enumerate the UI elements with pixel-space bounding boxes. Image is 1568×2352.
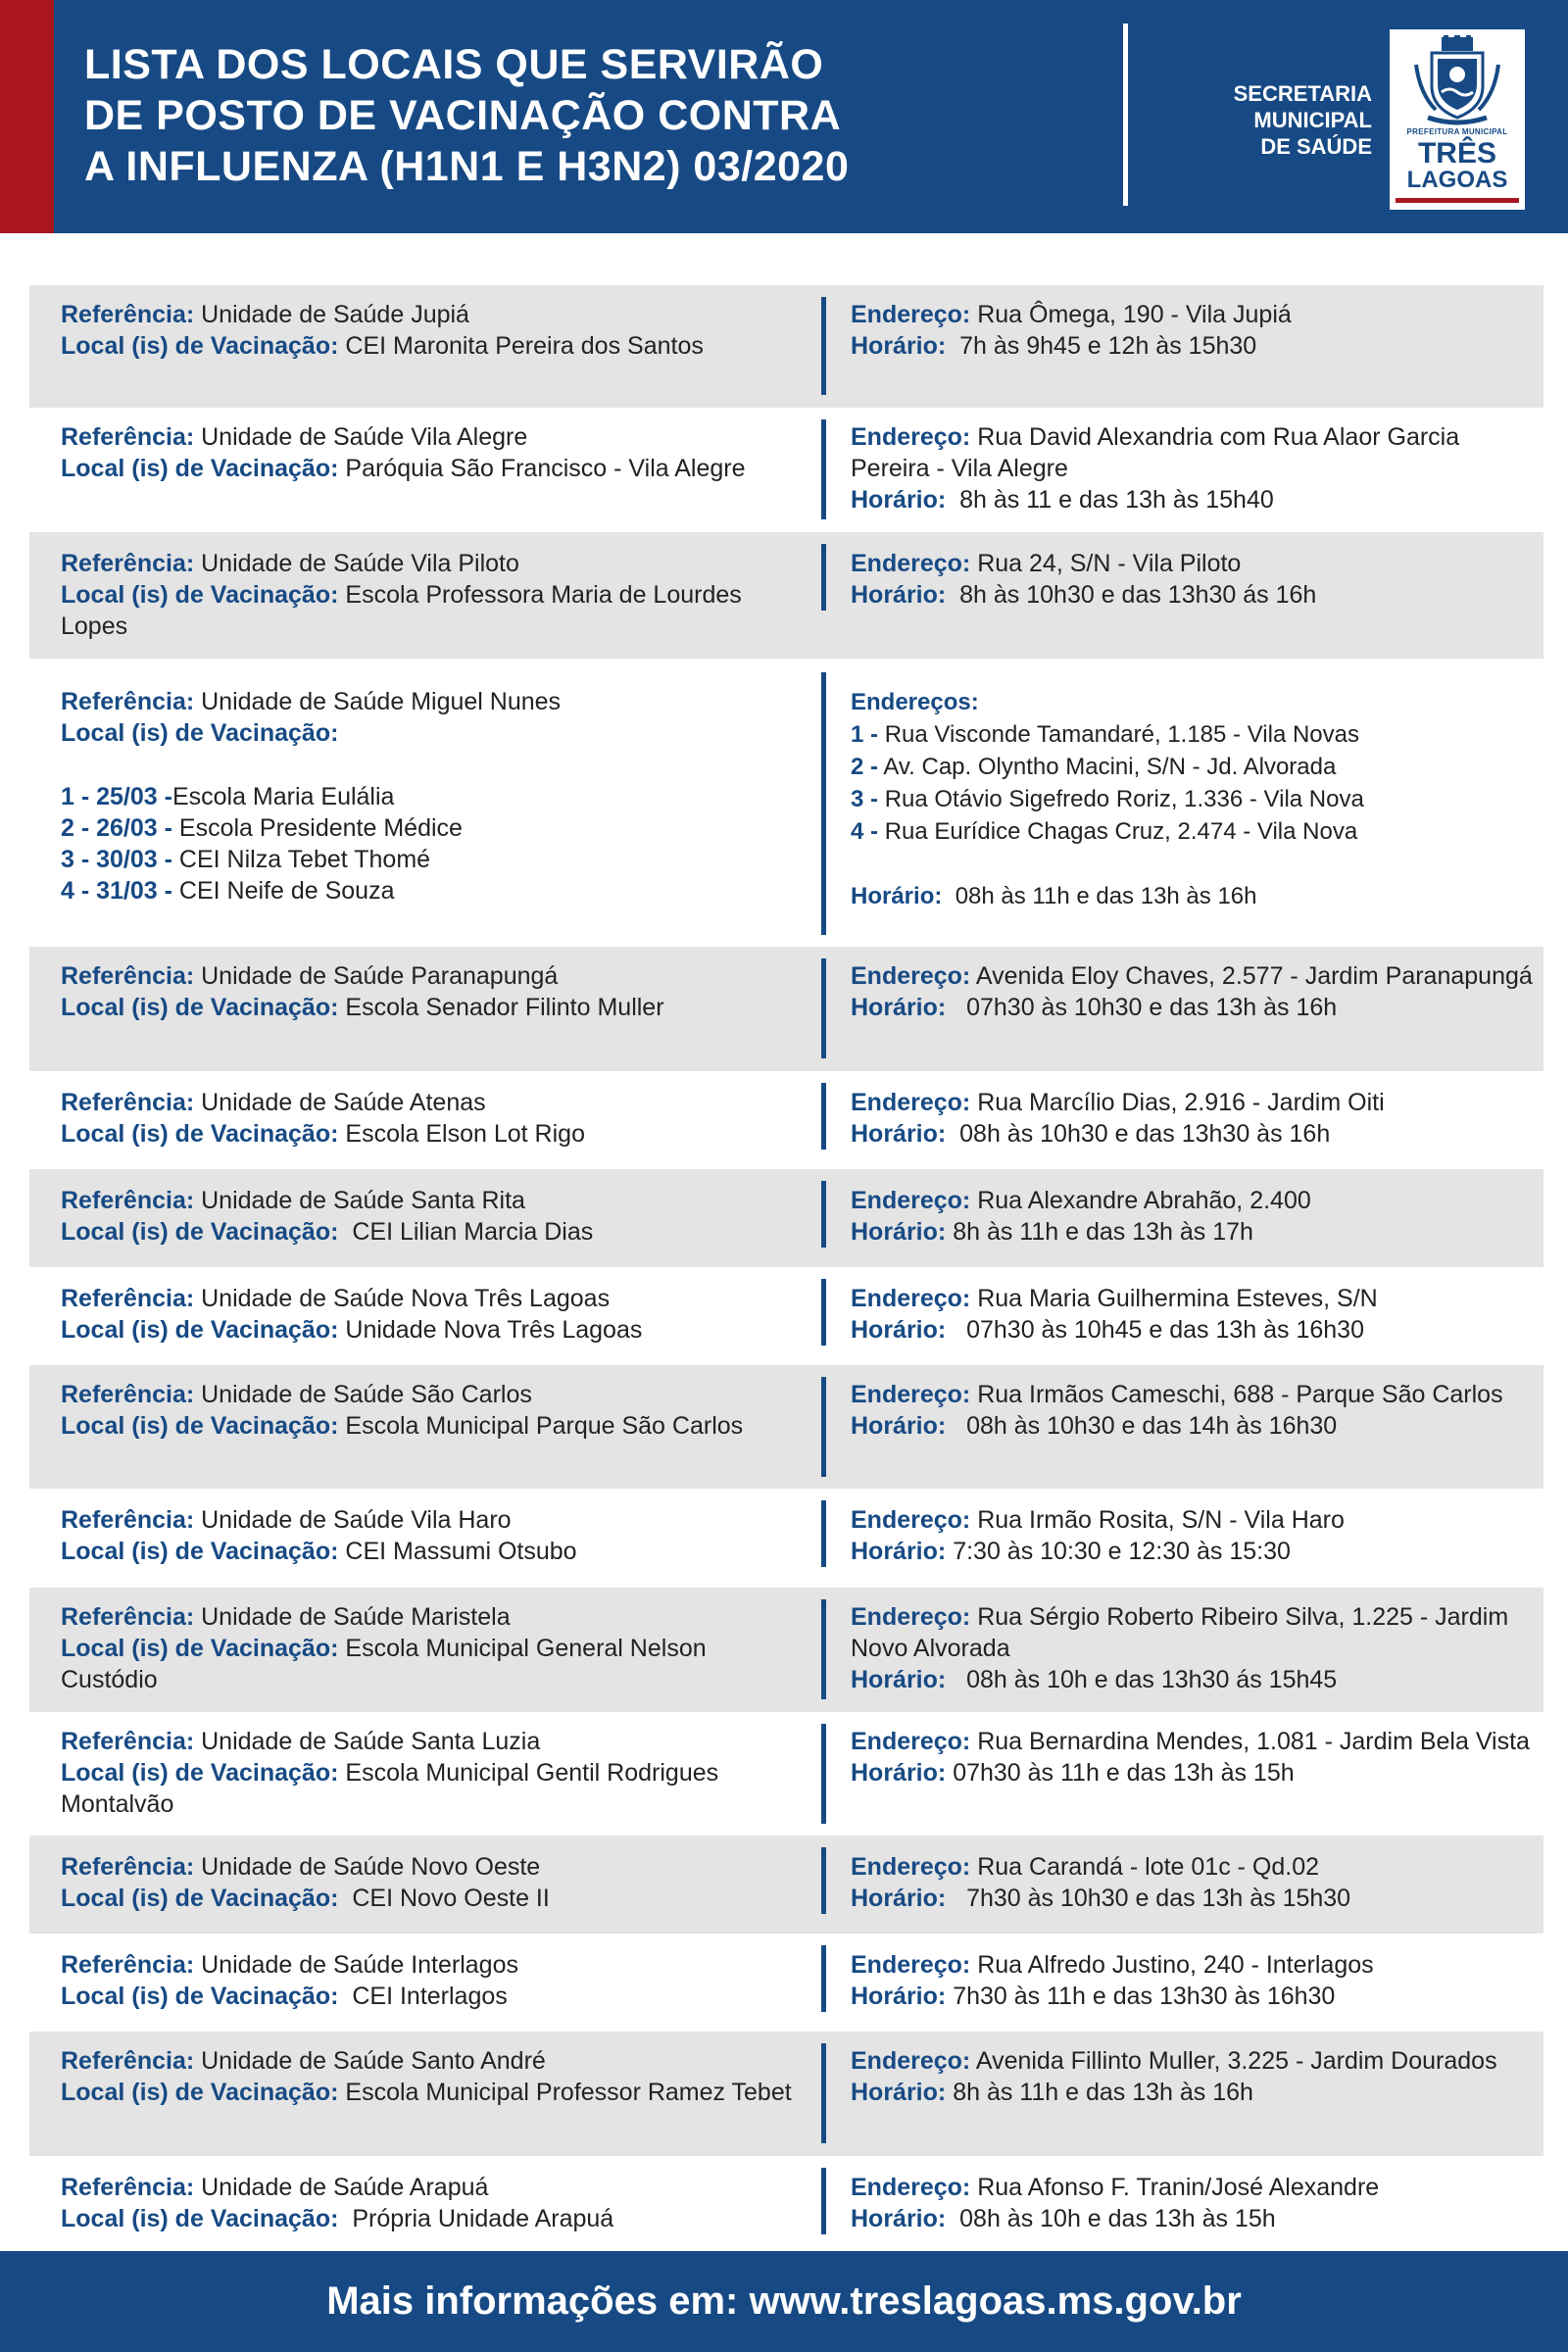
referencia-label: Referência: — [61, 688, 195, 715]
column-divider — [821, 1083, 826, 1150]
referencia-value: Unidade de Saúde Vila Alegre — [201, 423, 528, 451]
local-label: Local (is) de Vacinação: — [61, 1885, 339, 1912]
column-divider — [821, 2043, 826, 2143]
horario-value: 08h às 10h30 e das 14h às 16h30 — [966, 1412, 1338, 1440]
endereco-label: Endereço: — [851, 1506, 971, 1534]
local-value: Escola Elson Lot Rigo — [345, 1120, 585, 1148]
local-value: Paróquia São Francisco - Vila Alegre — [345, 455, 746, 482]
endereco-value: Rua Alexandre Abrahão, 2.400 — [977, 1187, 1311, 1214]
endereco-value: Rua Alfredo Justino, 240 - Interlagos — [977, 1951, 1374, 1979]
local-item-name: Escola Presidente Médice — [178, 814, 463, 842]
endereco-item-number: 3 - — [851, 786, 879, 812]
endereco-value: Rua Irmãos Cameschi, 688 - Parque São Carlos — [977, 1381, 1503, 1408]
referencia-label: Referência: — [61, 1285, 195, 1312]
local-item — [61, 812, 806, 844]
column-divider — [821, 1724, 826, 1824]
horario-label: Horário: — [851, 883, 943, 909]
endereco-label: Endereço: — [851, 2174, 971, 2201]
endereco-item-address: Av. Cap. Olyntho Macini, S/N - Jd. Alvorada — [883, 754, 1337, 780]
horario-value: 08h às 10h30 e das 13h30 às 16h — [959, 1120, 1331, 1148]
city-logo — [1390, 29, 1525, 210]
list-item — [29, 1267, 1544, 1365]
horario-value: 8h às 11h e das 13h às 16h — [953, 2079, 1253, 2106]
column-divider — [821, 2168, 826, 2234]
column-divider — [821, 419, 826, 519]
horario-line — [851, 880, 1537, 912]
coat-of-arms-icon — [1414, 35, 1500, 125]
endereco-value: Rua Ômega, 190 - Vila Jupiá — [977, 301, 1292, 328]
footer-info: Mais informações em: www.treslagoas.ms.gov.br — [0, 2251, 1568, 2352]
horario-label: Horário: — [851, 1885, 947, 1912]
list-item — [29, 2156, 1544, 2249]
column-divider — [821, 1500, 826, 1567]
endereco-value: Rua David Alexandria com Rua Alaor Garcia Pereira - Vila Alegre — [851, 423, 1460, 482]
endereco-label: Endereço: — [851, 1853, 971, 1881]
local-value: Escola Senador Filinto Muller — [345, 994, 664, 1021]
local-label: Local (is) de Vacinação: — [61, 994, 339, 1021]
referencia-label: Referência: — [61, 550, 195, 577]
endereco-label: Endereço: — [851, 1187, 971, 1214]
horario-label: Horário: — [851, 2205, 947, 2232]
column-divider — [821, 544, 826, 611]
local-label: Local (is) de Vacinação: — [61, 1316, 339, 1344]
list-item — [29, 1489, 1544, 1588]
horario-label: Horário: — [851, 1412, 947, 1440]
local-label: Local (is) de Vacinação: — [61, 1635, 339, 1662]
local-item-name: Escola Maria Eulália — [172, 783, 395, 810]
endereco-value: Rua Bernardina Mendes, 1.081 - Jardim Bela Vista — [977, 1728, 1530, 1755]
column-divider — [821, 1181, 826, 1248]
spacer — [61, 749, 806, 781]
endereco-item — [851, 783, 1537, 815]
local-label: Local (is) de Vacinação: — [61, 1538, 339, 1565]
horario-value: 8h às 11 e das 13h às 15h40 — [959, 486, 1274, 514]
referencia-value: Unidade de Saúde Novo Oeste — [201, 1853, 541, 1881]
list-item — [29, 1588, 1544, 1712]
horario-value: 7h30 às 10h30 e das 13h às 15h30 — [966, 1885, 1351, 1912]
title-line: A INFLUENZA (H1N1 E H3N2) 03/2020 — [84, 143, 850, 190]
local-value: CEI Lilian Marcia Dias — [352, 1218, 594, 1246]
horario-value: 7h às 9h45 e 12h às 15h30 — [959, 332, 1257, 360]
horario-label: Horário: — [851, 1120, 947, 1148]
endereco-value: Rua Sérgio Roberto Ribeiro Silva, 1.225 - Jardim Novo Alvorada — [851, 1603, 1509, 1662]
endereco-value: Rua Afonso F. Tranin/José Alexandre — [977, 2174, 1380, 2201]
secretaria-line: DE SAÚDE — [1260, 134, 1372, 159]
horario-value: 7:30 às 10:30 e 12:30 às 15:30 — [953, 1538, 1291, 1565]
local-value: Escola Municipal General Nelson Custódio — [61, 1635, 707, 1693]
endereco-value: Avenida Fillinto Muller, 3.225 - Jardim Dourados — [975, 2047, 1497, 2075]
logo-red-line — [1396, 198, 1519, 203]
column-divider — [821, 1599, 826, 1699]
secretaria-label — [1156, 80, 1372, 160]
referencia-value: Unidade de Saúde Paranapungá — [201, 962, 559, 990]
horario-label: Horário: — [851, 332, 947, 360]
horario-value: 08h às 10h e das 13h às 15h — [959, 2205, 1276, 2232]
local-label: Local (is) de Vacinação: — [61, 1218, 339, 1246]
list-item — [29, 532, 1544, 659]
horario-value: 07h30 às 10h30 e das 13h às 16h — [966, 994, 1338, 1021]
endereco-label: Endereço: — [851, 1603, 971, 1631]
horario-value: 8h às 10h30 e das 13h30 ás 16h — [959, 581, 1317, 609]
referencia-label: Referência: — [61, 1187, 195, 1214]
spacer — [851, 848, 1537, 880]
column-divider — [821, 672, 826, 935]
horario-label: Horário: — [851, 486, 947, 514]
red-accent-strip — [0, 0, 54, 233]
local-value: CEI Interlagos — [352, 1983, 508, 2010]
horario-label: Horário: — [851, 994, 947, 1021]
list-item — [29, 1836, 1544, 1934]
page-title — [84, 39, 1064, 192]
endereco-value: Rua Maria Guilhermina Esteves, S/N — [977, 1285, 1378, 1312]
horario-label: Horário: — [851, 2079, 947, 2106]
column-divider — [821, 1279, 826, 1346]
horario-value: 07h30 às 10h45 e das 13h às 16h30 — [966, 1316, 1364, 1344]
list-item — [29, 1934, 1544, 2032]
endereco-value: Rua Marcílio Dias, 2.916 - Jardim Oiti — [977, 1089, 1385, 1116]
header-divider — [1123, 24, 1128, 206]
endereco-label: Endereço: — [851, 1951, 971, 1979]
horario-label: Horário: — [851, 581, 947, 609]
endereco-label: Endereço: — [851, 962, 971, 990]
horario-label: Horário: — [851, 1983, 947, 2010]
local-item-number: 1 - 25/03 - — [61, 783, 172, 810]
endereco-label: Endereço: — [851, 550, 971, 577]
referencia-label: Referência: — [61, 1089, 195, 1116]
endereco-item — [851, 815, 1537, 848]
local-value: CEI Maronita Pereira dos Santos — [345, 332, 704, 360]
local-value: Escola Professora Maria de Lourdes Lopes — [61, 581, 742, 640]
referencia-label: Referência: — [61, 2047, 195, 2075]
referencia-value: Unidade de Saúde São Carlos — [201, 1381, 532, 1408]
referencia-value: Unidade de Saúde Atenas — [201, 1089, 486, 1116]
local-item-name: CEI Neife de Souza — [178, 877, 395, 905]
local-label: Local (is) de Vacinação: — [61, 1120, 339, 1148]
column-divider — [821, 958, 826, 1058]
page-header — [0, 0, 1568, 233]
referencia-label: Referência: — [61, 2174, 195, 2201]
referencia-value: Unidade de Saúde Santa Luzia — [201, 1728, 541, 1755]
title-line: DE POSTO DE VACINAÇÃO CONTRA — [84, 92, 842, 139]
list-item — [29, 285, 1544, 408]
endereco-label: Endereço: — [851, 1089, 971, 1116]
horario-value: 07h30 às 11h e das 13h às 15h — [953, 1759, 1295, 1787]
referencia-value: Unidade de Saúde Santa Rita — [201, 1187, 525, 1214]
horario-label: Horário: — [851, 1759, 947, 1787]
local-value: Escola Municipal Parque São Carlos — [345, 1412, 744, 1440]
referencia-label: Referência: — [61, 1951, 195, 1979]
referencia-label: Referência: — [61, 1506, 195, 1534]
endereco-item — [851, 718, 1537, 751]
logo-city-name-line1: TRÊS — [1417, 137, 1496, 170]
column-divider — [821, 1377, 826, 1477]
endereco-item-address: Rua Visconde Tamandaré, 1.185 - Vila Novas — [884, 721, 1359, 748]
list-item — [29, 1712, 1544, 1836]
endereco-item-address: Rua Otávio Sigefredo Roriz, 1.336 - Vila Nova — [884, 786, 1364, 812]
endereco-item-number: 4 - — [851, 818, 879, 845]
endereco-value: Rua Carandá - lote 01c - Qd.02 — [977, 1853, 1320, 1881]
list-item — [29, 2032, 1544, 2156]
horario-value: 08h às 11h e das 13h às 16h — [955, 883, 1257, 909]
enderecos-label: Endereços: — [851, 689, 979, 715]
endereco-item-address: Rua Eurídice Chagas Cruz, 2.474 - Vila Nova — [884, 818, 1358, 845]
referencia-value: Unidade de Saúde Vila Haro — [201, 1506, 512, 1534]
local-label: Local (is) de Vacinação: — [61, 1759, 339, 1787]
local-label: Local (is) de Vacinação: — [61, 1983, 339, 2010]
title-line: LISTA DOS LOCAIS QUE SERVIRÃO — [84, 41, 824, 88]
endereco-label: Endereço: — [851, 301, 971, 328]
referencia-value: Unidade de Saúde Maristela — [201, 1603, 511, 1631]
horario-value: 8h às 11h e das 13h às 17h — [953, 1218, 1253, 1246]
local-item-name: CEI Nilza Tebet Thomé — [178, 846, 431, 873]
horario-label: Horário: — [851, 1218, 947, 1246]
local-label: Local (is) de Vacinação: — [61, 1412, 339, 1440]
referencia-value: Unidade de Saúde Arapuá — [201, 2174, 489, 2201]
endereco-label: Endereço: — [851, 1728, 971, 1755]
local-value: CEI Massumi Otsubo — [345, 1538, 577, 1565]
local-label: Local (is) de Vacinação: — [61, 719, 339, 747]
referencia-value: Unidade de Saúde Nova Três Lagoas — [201, 1285, 611, 1312]
referencia-label: Referência: — [61, 1728, 195, 1755]
horario-label: Horário: — [851, 1316, 947, 1344]
endereco-label: Endereço: — [851, 2047, 971, 2075]
local-value: Própria Unidade Arapuá — [352, 2205, 614, 2232]
list-item — [29, 1169, 1544, 1267]
endereco-item-number: 1 - — [851, 721, 879, 748]
endereco-label: Endereço: — [851, 423, 971, 451]
local-value: Unidade Nova Três Lagoas — [345, 1316, 643, 1344]
referencia-value: Unidade de Saúde Santo André — [201, 2047, 546, 2075]
local-label: Local (is) de Vacinação: — [61, 581, 339, 609]
horario-label: Horário: — [851, 1538, 947, 1565]
endereco-label: Endereço: — [851, 1381, 971, 1408]
referencia-value: Unidade de Saúde Vila Piloto — [201, 550, 519, 577]
referencia-label: Referência: — [61, 301, 195, 328]
local-item-number: 2 - 26/03 - — [61, 814, 172, 842]
list-item — [29, 1365, 1544, 1489]
secretaria-line: SECRETARIA — [1233, 81, 1372, 106]
horario-value: 7h30 às 11h e das 13h30 às 16h30 — [953, 1983, 1336, 2010]
local-label: Local (is) de Vacinação: — [61, 332, 339, 360]
local-value: Escola Municipal Professor Ramez Tebet — [345, 2079, 792, 2106]
endereco-value: Avenida Eloy Chaves, 2.577 - Jardim Paranapungá — [975, 962, 1533, 990]
list-item — [29, 408, 1544, 532]
endereco-label: Endereço: — [851, 1285, 971, 1312]
column-divider — [821, 1945, 826, 2012]
local-label: Local (is) de Vacinação: — [61, 2079, 339, 2106]
endereco-value: Rua 24, S/N - Vila Piloto — [977, 550, 1242, 577]
horario-value: 08h às 10h e das 13h30 ás 15h45 — [966, 1666, 1338, 1693]
endereco-item-number: 2 - — [851, 754, 879, 780]
referencia-label: Referência: — [61, 962, 195, 990]
column-divider — [821, 297, 826, 395]
list-item — [29, 1071, 1544, 1169]
local-item-number: 4 - 31/03 - — [61, 877, 172, 905]
referencia-label: Referência: — [61, 1381, 195, 1408]
horario-label: Horário: — [851, 1666, 947, 1693]
local-value: Escola Municipal Gentil Rodrigues Montalvão — [61, 1759, 719, 1818]
endereco-item — [851, 751, 1537, 783]
local-item — [61, 781, 806, 812]
referencia-label: Referência: — [61, 1853, 195, 1881]
local-label: Local (is) de Vacinação: — [61, 2205, 339, 2232]
list-item — [29, 659, 1544, 947]
local-item — [61, 844, 806, 875]
referencia-value: Unidade de Saúde Miguel Nunes — [201, 688, 562, 715]
referencia-label: Referência: — [61, 1603, 195, 1631]
logo-prefeitura-text: PREFEITURA MUNICIPAL — [1406, 127, 1508, 136]
logo-city-name-line2: LAGOAS — [1406, 167, 1508, 193]
local-value: CEI Novo Oeste II — [352, 1885, 550, 1912]
local-item — [61, 875, 806, 906]
referencia-value: Unidade de Saúde Jupiá — [201, 301, 469, 328]
local-label: Local (is) de Vacinação: — [61, 455, 339, 482]
referencia-value: Unidade de Saúde Interlagos — [201, 1951, 518, 1979]
local-item-number: 3 - 30/03 - — [61, 846, 172, 873]
referencia-label: Referência: — [61, 423, 195, 451]
endereco-value: Rua Irmão Rosita, S/N - Vila Haro — [977, 1506, 1345, 1534]
secretaria-line: MUNICIPAL — [1253, 108, 1372, 132]
list-item — [29, 947, 1544, 1071]
column-divider — [821, 1847, 826, 1914]
